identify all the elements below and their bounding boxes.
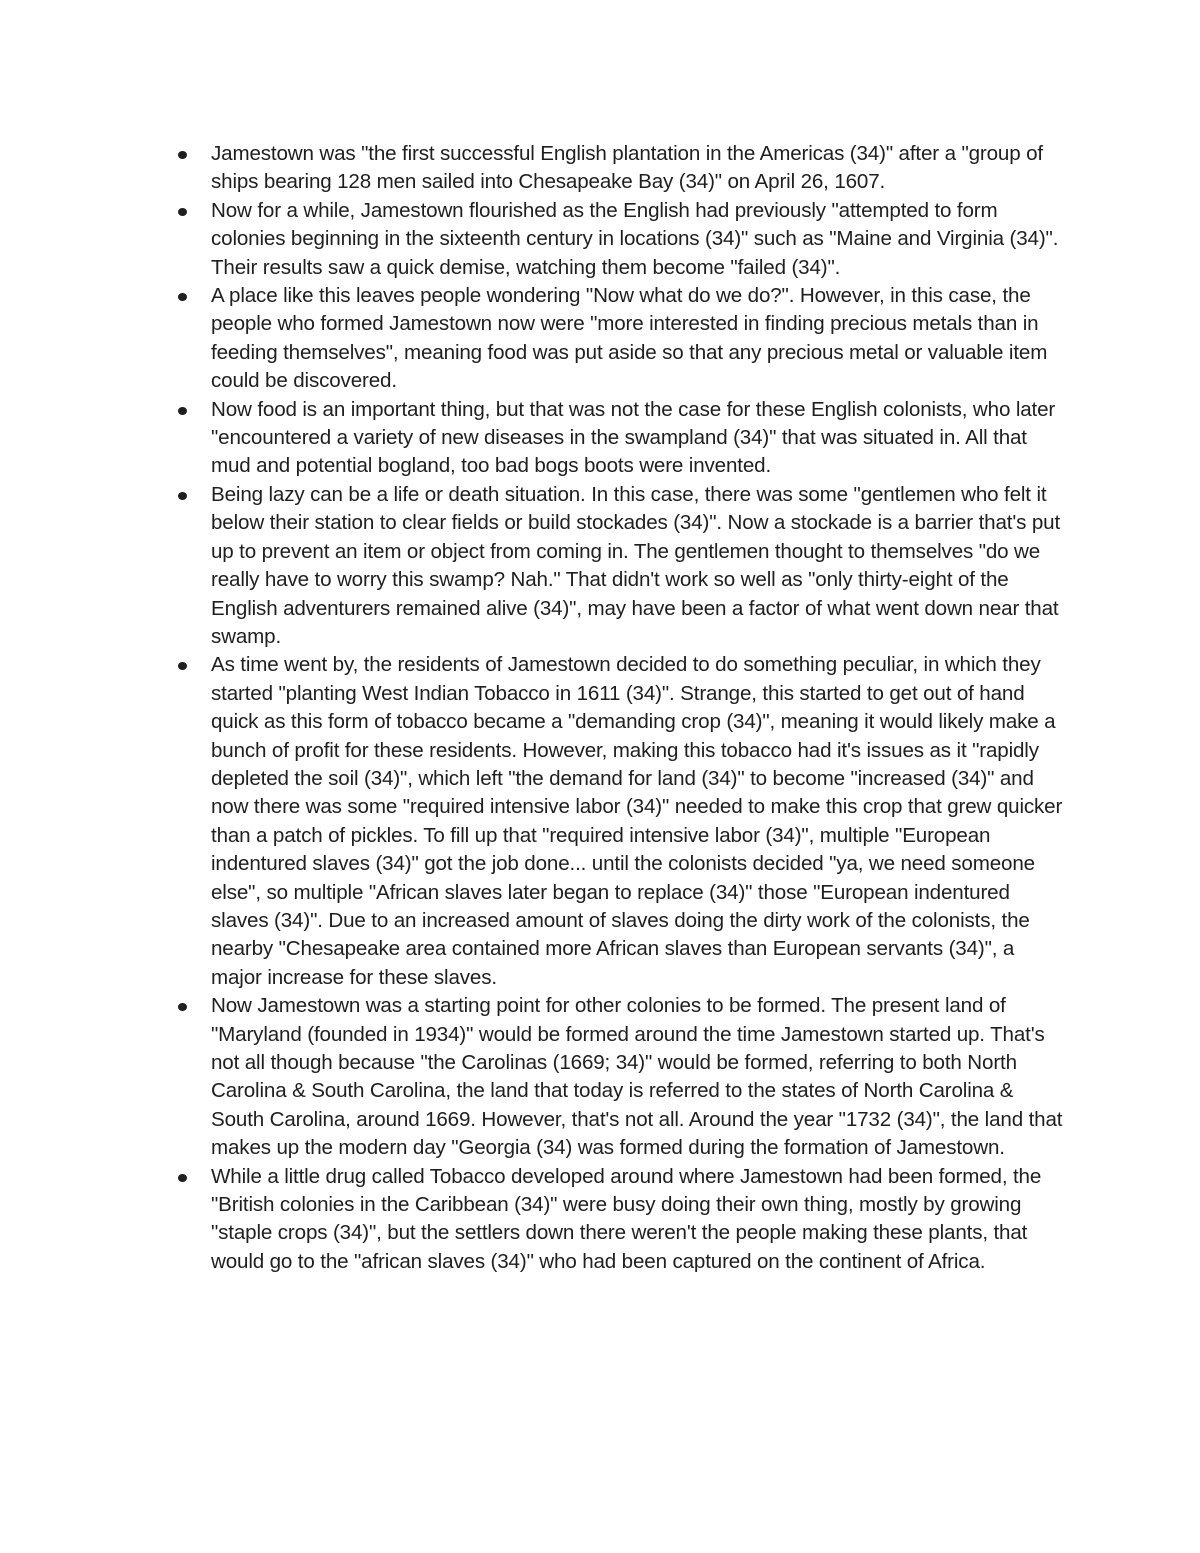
bullet-text: While a little drug called Tobacco developed around where Jamestown had been formed, the "British colonies in the Caribbean (34)" were busy doing their own thing, mostly by growing "staple crops (34)", but the settlers down there weren't the people making these plants, that would go to the "african slaves (34)" who had been captured on the continent of Africa. [211, 1164, 1042, 1273]
bullet-item [170, 992, 1070, 1162]
bullet-item [170, 396, 1070, 481]
bullet-dot-icon [178, 1174, 187, 1182]
bullet-text: Now for a while, Jamestown flourished as the English had previously "attempted to form colonies beginning in the sixteenth century in locations (34)" such as "Maine and Virginia (34)". Their results saw a quick demise, watching them become "failed (34)". [211, 198, 1059, 279]
bullet-text: A place like this leaves people wondering "Now what do we do?". However, in this case, the people who formed Jamestown now were "more interested in finding precious metals than in feeding themselves", meaning food was put aside so that any precious metal or valuable item could be discovered. [211, 284, 1048, 393]
bullet-text: Now food is an important thing, but that was not the case for these English colonists, who later "encountered a variety of new diseases in the swampland (34)" that was situated in. All that mud and potential bogland, too bad bogs boots were invented. [211, 397, 1056, 478]
bullet-dot-icon [178, 662, 187, 670]
bullet-dot-icon [178, 1003, 187, 1011]
bullet-item [170, 197, 1070, 282]
bullet-dot-icon [178, 208, 187, 216]
bullet-item [170, 1163, 1070, 1277]
bullet-item [170, 282, 1070, 396]
bullet-item [170, 651, 1070, 992]
bullet-dot-icon [178, 151, 187, 159]
bullet-text: Jamestown was "the first successful English plantation in the Americas (34)" after a "group of ships bearing 128 men sailed into Chesapeake Bay (34)" on April 26, 1607. [211, 142, 1043, 194]
bullet-text: Now Jamestown was a starting point for other colonies to be formed. The present land of "Maryland (founded in 1934)" would be formed around the time Jamestown started up. That's not all though because "the Carolinas (1669; 34)" would be formed, referring to both North Carolina & South Carolina, the land that today is referred to the states of North Carolina & South Carolina, around 1669. However, that's not all. Around the year "1732 (34)", the land that makes up the modern day "Georgia (34) was formed during the formation of Jamestown. [211, 994, 1063, 1160]
bullet-dot-icon [178, 492, 187, 500]
bullet-dot-icon [178, 407, 187, 415]
bullet-list [170, 140, 1070, 1276]
bullet-text: As time went by, the residents of Jamestown decided to do something peculiar, in which they started "planting West Indian Tobacco in 1611 (34)". Strange, this started to get out of hand quick as this form of tobacco became a "demanding crop (34)", meaning it would likely make a bunch of profit for these residents. However, making this tobacco had it's issues as it "rapidly depleted the soil (34)", which left "the demand for land (34)" to become "increased (34)" and now there was some "required intensive labor (34)" needed to make this crop that grew quicker than a patch of pickles. To fill up that "required intensive labor (34)", multiple "European indentured slaves (34)" got the job done... until the colonists decided "ya, we need someone else", so multiple "African slaves later began to replace (34)" those "European indentured slaves (34)". Due to an increased amount of slaves doing the dirty work of the colonists, the nearby "Chesapeake area contained more African slaves than European servants (34)", a major increase for these slaves. [211, 653, 1063, 989]
bullet-item [170, 140, 1070, 197]
bullet-item [170, 481, 1070, 651]
bullet-dot-icon [178, 293, 187, 301]
bullet-text: Being lazy can be a life or death situation. In this case, there was some "gentlemen who felt it below their station to clear fields or build stockades (34)". Now a stockade is a barrier that's put up to prevent an item or object from coming in. The gentlemen thought to themselves "do we really have to worry this swamp? Nah." That didn't work so well as "only thirty-eight of the English adventurers remained alive (34)", may have been a factor of what went down near that swamp. [211, 482, 1061, 648]
